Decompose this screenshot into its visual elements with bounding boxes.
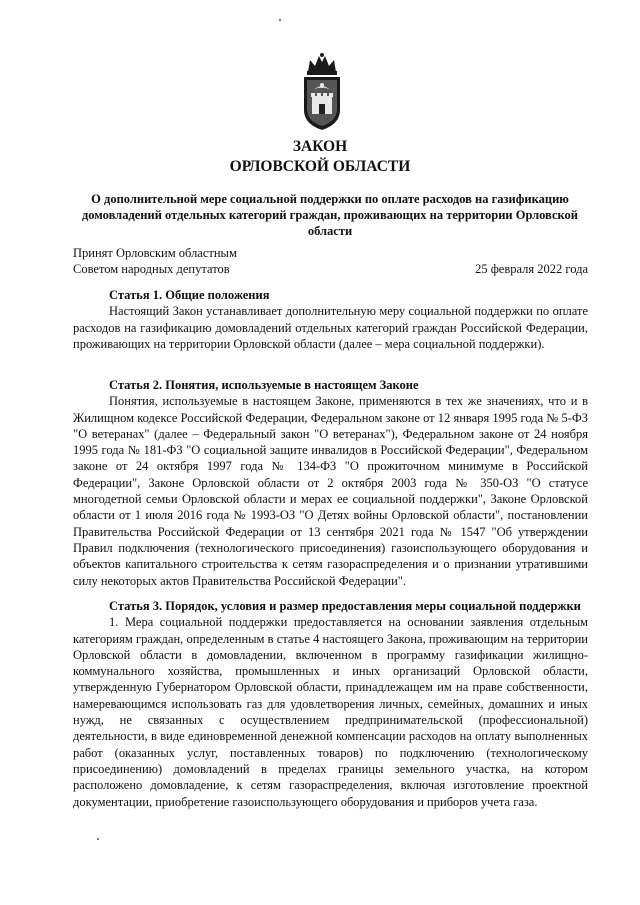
article-3 — [73, 598, 588, 810]
adopted-by-line1: Принят Орловским областным — [73, 246, 237, 260]
law-subtitle: О дополнительной мере социальной поддержки по оплате расходов на газификацию домовладений отдельных категорий граждан, проживающих на территории Орловской области — [81, 192, 579, 238]
adopted-by-line2: Советом народных депутатов — [73, 262, 230, 276]
adoption-date: 25 февраля 2022 года — [475, 262, 588, 276]
coat-of-arms-emblem — [296, 52, 348, 132]
scan-speck — [97, 838, 99, 840]
article-1-paragraph: Настоящий Закон устанавливает дополнительную меру социальной поддержки по оплате расходов на газификацию домовладений отдельных категорий граждан Российской Федерации, проживающих на территории Орловской области (далее – мера социальной поддержки). — [73, 304, 588, 351]
article-2-paragraph: Понятия, используемые в настоящем Законе, применяются в тех же значениях, что и в Жилищном кодексе Российской Федерации, Федеральном законе от 12 января 1995 года № 5-ФЗ "О ветеранах" (далее – Федеральный закон "О ветеранах"), Федеральном законе от 24 ноября 1995 года № 181-ФЗ "О социальной защите инвалидов в Российской Федерации", Федеральном законе от 24 октября 1997 года № 134-ФЗ "О прожиточном минимуме в Российской Федерации", Законе Орловской области от 2 октября 2003 года № 350-ОЗ "О статусе многодетной семьи Орловской области и мерах ее социальной поддержки", Законе Орловской области от 1 июля 2016 года № 1993-ОЗ "О Детях войны Орловской области", постановлении Правительства Российской Федерации от 13 сентября 2021 года № 1547 "Об утверждении Правил подключения (технологического присоединения) газоиспользующего оборудования и объектов капитального строительства к сетям газораспределения и о признании утратившими силу некоторых актов Правительства Российской Федерации". — [73, 394, 588, 588]
article-2 — [73, 377, 588, 589]
article-1-heading: Статья 1. Общие положения — [109, 288, 270, 302]
adoption-info — [73, 245, 588, 277]
scan-speck — [279, 19, 281, 21]
article-3-heading: Статья 3. Порядок, условия и размер предоставления меры социальной поддержки — [109, 599, 581, 613]
article-3-paragraph: 1. Мера социальной поддержки предоставляется на основании заявления отдельным категориям граждан, определенным в статье 4 настоящего Закона, проживающим на территории Орловской области в домовладении, включенном в программу газификации жилищно-коммунального хозяйства, промышленных и иных организаций Орловской области, утвержденную Губернатором Орловской области, принадлежащем им на праве собственности, намеревающимся использовать газ для удовлетворения личных, семейных, домашних и иных нужд, не связанных с осуществлением предпринимательской (профессиональной) деятельности, в виде единовременной денежной компенсации расходов на оплату выполненных работ (оказанных услуг, поставленных товаров) по подключению (технологическому присоединению) домовладений в пределах границы земельного участка, на котором расположено домовладение, к сетям газораспределения, включая изготовление проектной документации, приобретение газоиспользующего оборудования и приборов учета газа. — [73, 615, 588, 809]
article-2-heading: Статья 2. Понятия, используемые в настоящем Законе — [109, 378, 419, 392]
law-heading: ЗАКОН — [292, 138, 348, 155]
region-heading: ОРЛОВСКОЙ ОБЛАСТИ — [229, 158, 411, 175]
article-1 — [73, 287, 588, 352]
